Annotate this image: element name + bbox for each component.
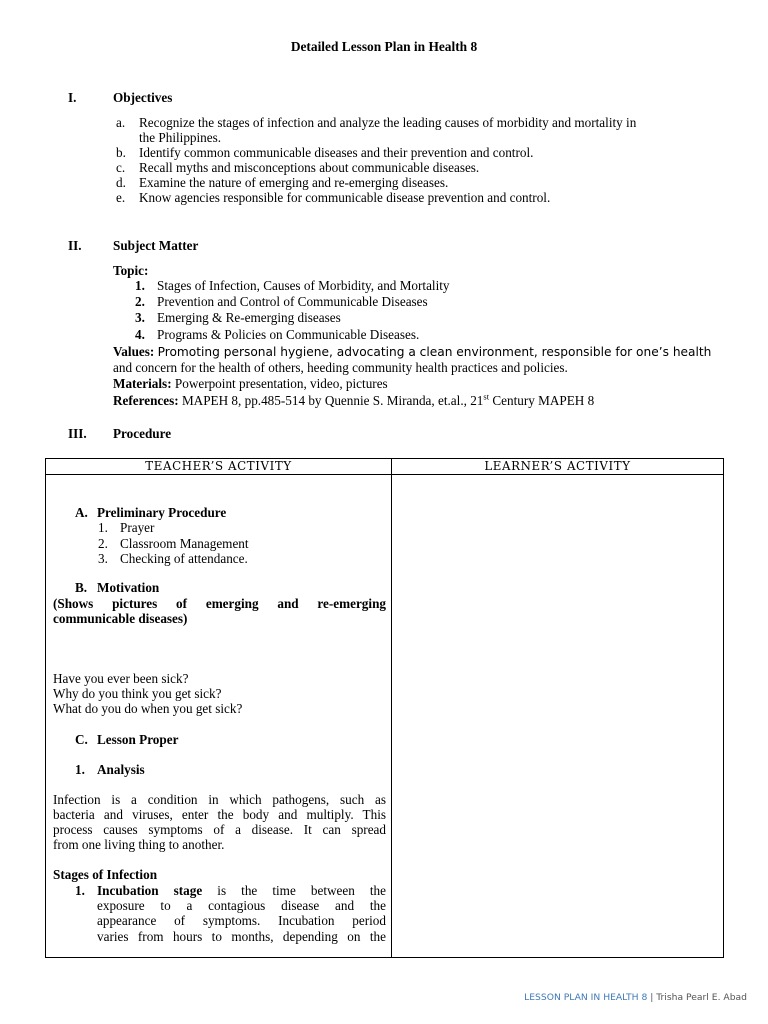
infection-line-2: bacteria and viruses, enter the body and multiply. This (53, 807, 386, 822)
analysis-heading: 1. Analysis (75, 762, 145, 777)
prelim-item-3: 3. Checking of attendance. (98, 551, 248, 566)
section-procedure-heading (68, 426, 171, 442)
stage-1-line-3: appearance of symptoms. Incubation period (97, 913, 386, 928)
learner-activity-header: LEARNER’S ACTIVITY (392, 459, 724, 475)
footer-author: Trisha Pearl E. Abad (656, 992, 747, 1003)
section-number: I. (68, 90, 77, 105)
motivation-heading: B. Motivation (75, 580, 160, 595)
section-number: III. (68, 426, 87, 441)
procedure-table (45, 458, 724, 958)
section-title: Subject Matter (113, 238, 199, 253)
prelim-item-2: 2. Classroom Management (98, 536, 249, 551)
objective-item-e: e. Know agencies responsible for communicable disease prevention and control. (116, 190, 551, 205)
objective-item-a: a. Recognize the stages of infection and analyze the leading causes of morbidity and mortality in the Philippines. (116, 115, 637, 146)
question-2: Why do you think you get sick? (53, 686, 222, 701)
motivation-note-line-2: communicable diseases) (53, 611, 188, 626)
section-number: II. (68, 238, 82, 253)
footer-separator: | (647, 992, 657, 1003)
topic-item-4: 4. Programs & Policies on Communicable Diseases. (135, 327, 420, 342)
page-footer (524, 992, 747, 1003)
objective-item-c: c. Recall myths and misconceptions about communicable diseases. (116, 160, 480, 175)
section-objectives-heading (68, 90, 172, 106)
infection-line-3: process causes symptoms of a disease. It can spread (53, 822, 386, 837)
infection-line-4: from one living thing to another. (53, 837, 225, 852)
values-continuation: and concern for the health of others, heeding community health practices and policies. (113, 360, 568, 375)
section-title: Objectives (113, 90, 173, 105)
motivation-note-line-1: (Shows pictures of emerging and re-emerging (53, 596, 386, 611)
stage-1-line-4: varies from hours to months, depending on the (97, 929, 386, 944)
learner-activity-cell (392, 475, 724, 958)
objective-item-d: d. Examine the nature of emerging and re-emerging diseases. (116, 175, 449, 190)
prelim-item-1: 1. Prayer (98, 520, 155, 535)
section-subject-matter-heading (68, 238, 198, 254)
topic-label: Topic: (113, 263, 149, 278)
footer-title: LESSON PLAN IN HEALTH 8 (524, 992, 648, 1003)
question-3: What do you do when you get sick? (53, 701, 243, 716)
values-line: Values: Promoting personal hygiene, advocating a clean environment, responsible for one’s health (113, 344, 712, 359)
stages-heading: Stages of Infection (53, 867, 158, 882)
references-line: References: MAPEH 8, pp.485-514 by Quennie S. Miranda, et.al., 21st Century MAPEH 8 (113, 391, 595, 408)
preliminary-heading: A. Preliminary Procedure (75, 505, 227, 520)
stage-1-line-2: exposure to a contagious disease and the (97, 898, 386, 913)
stage-1-first-line: 1. Incubation stage is the time between the (75, 883, 386, 898)
materials-line: Materials: Powerpoint presentation, video, pictures (113, 376, 388, 391)
lesson-proper-heading: C. Lesson Proper (75, 732, 179, 747)
question-1: Have you ever been sick? (53, 671, 189, 686)
infection-line-1: Infection is a condition in which pathogens, such as (53, 792, 386, 807)
objective-item-b: b. Identify common communicable diseases and their prevention and control. (116, 145, 534, 160)
section-title: Procedure (113, 426, 172, 441)
topic-item-2: 2. Prevention and Control of Communicable Diseases (135, 294, 428, 309)
teacher-activity-cell (46, 475, 392, 958)
topic-item-1: 1. Stages of Infection, Causes of Morbidity, and Mortality (135, 278, 450, 293)
topic-item-3: 3. Emerging & Re-emerging diseases (135, 310, 341, 325)
document-title: Detailed Lesson Plan in Health 8 (290, 39, 478, 54)
teacher-activity-header: TEACHER’S ACTIVITY (46, 459, 392, 475)
